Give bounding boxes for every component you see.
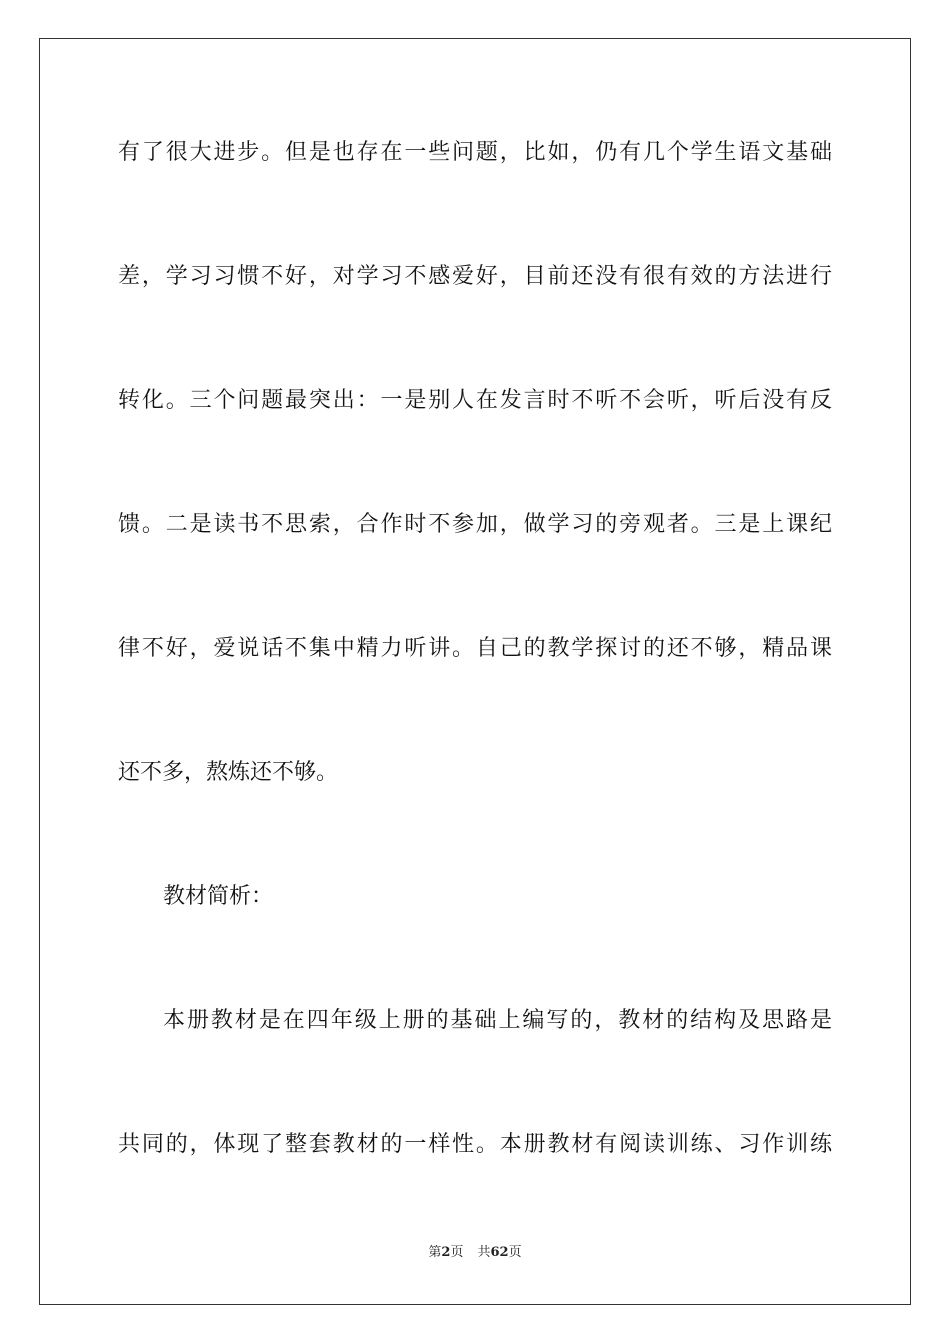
body-line-1: 有了很大进步。但是也存在一些问题，比如，仍有几个学生语文基础 [118, 140, 832, 165]
footer-page-suffix: 页 [450, 1245, 464, 1260]
footer-page-number: 2 [441, 1245, 451, 1260]
footer-total-pages: 62 [490, 1245, 509, 1260]
body-line-6: 还不多，熬炼还不够。 [118, 760, 339, 785]
body-line-9: 共同的，体现了整套教材的一样性。本册教材有阅读训练、习作训练 [118, 1132, 832, 1157]
footer-total-suffix: 页 [508, 1245, 522, 1260]
page-footer [0, 1244, 950, 1262]
section-heading: 教材简析： [163, 884, 274, 909]
body-line-2: 差，学习习惯不好，对学习不感爱好，目前还没有很有效的方法进行 [118, 264, 832, 289]
body-line-5: 律不好，爱说话不集中精力听讲。自己的教学探讨的还不够，精品课 [118, 636, 832, 661]
page-frame [39, 38, 911, 1305]
footer-page-prefix: 第 [428, 1245, 442, 1260]
footer-total-prefix: 共 [477, 1245, 491, 1260]
body-line-4: 馈。二是读书不思索，合作时不参加，做学习的旁观者。三是上课纪 [118, 512, 832, 537]
body-line-8: 本册教材是在四年级上册的基础上编写的，教材的结构及思路是 [163, 1008, 832, 1033]
body-line-3: 转化。三个问题最突出：一是别人在发言时不听不会听，听后没有反 [118, 388, 832, 413]
